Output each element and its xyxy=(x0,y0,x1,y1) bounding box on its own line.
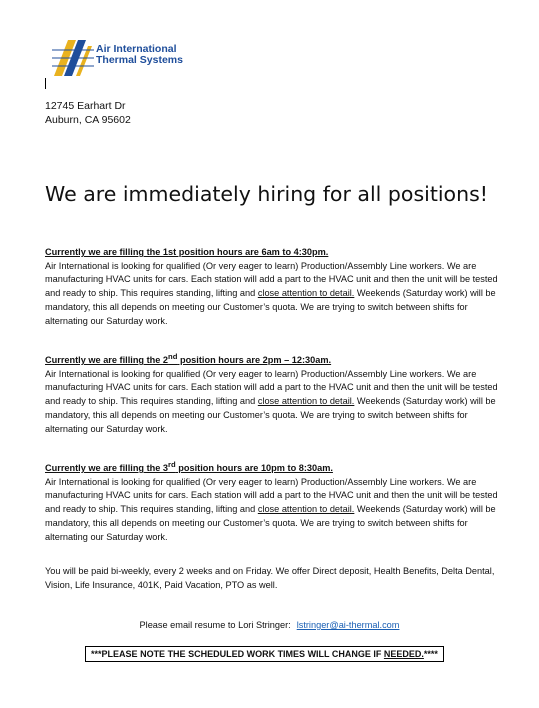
position-section-1 xyxy=(45,242,507,328)
position-section-2 xyxy=(45,350,507,436)
schedule-note-box: ***PLEASE NOTE THE SCHEDULED WORK TIMES WILL CHANGE IF NEEDED.**** xyxy=(85,646,444,662)
section-title: Currently we are filling the 1st position hours are 6am to 4:30pm. xyxy=(45,247,329,258)
address-block xyxy=(45,99,131,127)
page-headline: We are immediately hiring for all positions! xyxy=(45,182,488,206)
logo-emblem-icon xyxy=(50,36,96,82)
section-body: Air International is looking for qualified (Or very eager to learn) Production/Assembly Line workers. We are manufacturing HVAC units for cars. Each station will add a part to the HVAC unit and then the unit will be tested and ready to ship. This requires standing, lifting and close attention to detail. Weekends (Saturday work) will be mandatory, this all depends on meeting our Customer’s quota. We are trying to switch between shifts for alternating our Saturday work. xyxy=(45,368,498,434)
contact-line xyxy=(0,620,539,630)
text-cursor xyxy=(45,78,46,89)
logo-wordmark xyxy=(96,44,183,66)
contact-text: Please email resume to Lori Stringer: xyxy=(139,620,291,630)
section-title: Currently we are filling the 2nd position hours are 2pm – 12:30am. xyxy=(45,352,332,366)
logo-line-2: Thermal Systems xyxy=(96,54,183,66)
position-section-3 xyxy=(45,458,507,544)
logo-line-1: Air International xyxy=(96,43,177,55)
section-body: Air International is looking for qualified (Or very eager to learn) Production/Assembly Line workers. We are manufacturing HVAC units for cars. Each station will add a part to the HVAC unit and then the unit will be tested and ready to ship. This requires standing, lifting and close attention to detail. Weekends (Saturday work) will be mandatory, this all depends on meeting our Customer’s quota. We are trying to switch between shifts for alternating our Saturday work. xyxy=(45,476,498,542)
address-street: 12745 Earhart Dr xyxy=(45,100,126,112)
section-title: Currently we are filling the 3rd position hours are 10pm to 8:30am. xyxy=(45,460,333,474)
section-body: Air International is looking for qualified (Or very eager to learn) Production/Assembly Line workers. We are manufacturing HVAC units for cars. Each station will add a part to the HVAC unit and then the unit will be tested and ready to ship. This requires standing, lifting and close attention to detail. Weekends (Saturday work) will be mandatory, this all depends on meeting our Customer’s quota. We are trying to switch between shifts for alternating our Saturday work. xyxy=(45,260,498,326)
pay-benefits-info: You will be paid bi-weekly, every 2 weeks and on Friday. We offer Direct deposit, Health Benefits, Delta Dental, Vision, Life Insurance, 401K, Paid Vacation, PTO as well. xyxy=(45,566,495,590)
address-city: Auburn, CA 95602 xyxy=(45,114,131,126)
email-link[interactable]: lstringer@ai-thermal.com xyxy=(296,620,400,630)
